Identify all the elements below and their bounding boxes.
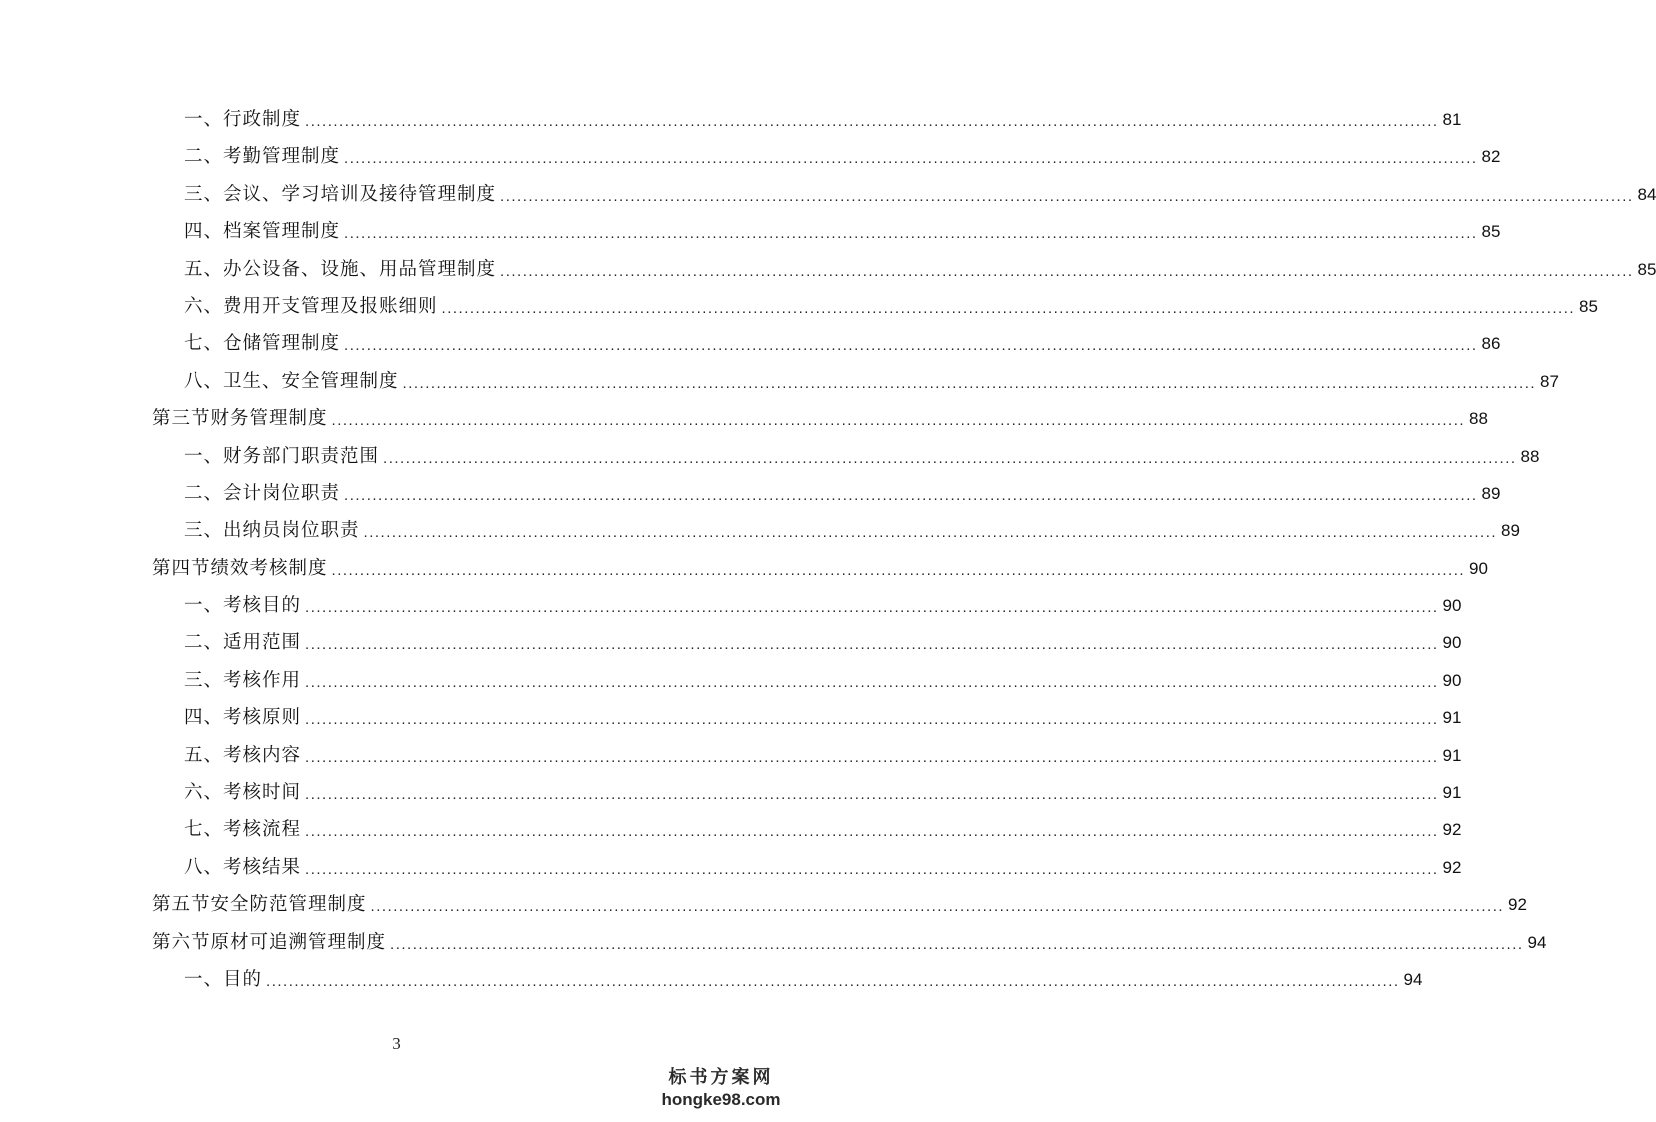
toc-entry[interactable] — [0, 363, 1559, 400]
toc-entry-page: 92 — [1508, 895, 1527, 915]
toc-entry-title: 行政制度 — [223, 109, 302, 130]
toc-dot-leader: ........................................................................................................................................................................................................ — [305, 823, 1439, 841]
watermark-chinese-text: 标书方案网 — [668, 1067, 774, 1088]
toc-entry-page: 94 — [1403, 969, 1423, 989]
toc-entry-number: 八、 — [184, 370, 224, 392]
toc-entry-number: 五、 — [184, 258, 224, 280]
toc-dot-leader: ........................................................................................................................................................................................................ — [305, 711, 1439, 729]
toc-dot-leader: ........................................................................................................................................................................................................ — [305, 860, 1439, 878]
toc-entry-page: 88 — [1520, 446, 1540, 466]
toc-entry[interactable] — [0, 475, 1501, 512]
toc-dot-leader: ........................................................................................................................................................................................................ — [305, 786, 1439, 804]
toc-dot-leader: ........................................................................................................................................................................................................ — [305, 636, 1439, 654]
toc-entry-number: 三、 — [184, 669, 224, 691]
toc-entry-page: 91 — [1442, 745, 1462, 765]
toc-entry-page: 90 — [1442, 670, 1462, 690]
toc-entry-number: 第四节 — [152, 557, 211, 579]
toc-dot-leader: ........................................................................................................................................................................................................ — [363, 524, 1498, 542]
toc-entry[interactable] — [0, 101, 1462, 138]
toc-entry[interactable] — [0, 662, 1462, 699]
toc-entry-title: 考核流程 — [223, 819, 302, 841]
toc-entry-page: 87 — [1540, 371, 1559, 391]
toc-entry-number: 三、 — [184, 520, 224, 542]
toc-entry-page: 82 — [1481, 147, 1501, 167]
toc-entry[interactable] — [0, 587, 1462, 624]
toc-entry-title: 费用开支管理及报账细则 — [223, 295, 438, 317]
watermark-domain-text: hongke98.com — [661, 1090, 781, 1109]
toc-entry-title: 档案管理制度 — [223, 221, 341, 243]
toc-entry-page: 85 — [1579, 296, 1598, 316]
toc-entry-page: 90 — [1442, 596, 1462, 616]
toc-entry-title: 适用范围 — [223, 632, 302, 654]
toc-entry-title: 会计岗位职责 — [223, 482, 341, 504]
toc-entry[interactable] — [0, 737, 1462, 774]
toc-entry-title: 绩效考核制度 — [210, 557, 328, 579]
toc-entry-number: 三、 — [184, 183, 224, 205]
toc-entry[interactable] — [0, 176, 1656, 213]
toc-entry-number: 五、 — [184, 744, 224, 766]
toc-entry-number: 二、 — [184, 632, 224, 654]
toc-entry-number: 第六节 — [152, 931, 211, 953]
toc-dot-leader: ........................................................................................................................................................................................................ — [344, 337, 1478, 355]
toc-entry-title: 目的 — [223, 968, 263, 990]
toc-entry-number: 一、 — [184, 445, 224, 467]
toc-section-entry[interactable] — [0, 400, 1488, 437]
toc-entry[interactable] — [0, 774, 1462, 811]
toc-dot-leader: ........................................................................................................................................................................................................ — [500, 187, 1634, 205]
toc-dot-leader: ........................................................................................................................................................................................................ — [305, 599, 1439, 617]
toc-entry-number: 二、 — [184, 482, 224, 504]
toc-entry[interactable] — [0, 811, 1462, 848]
toc-entry-title: 考核内容 — [223, 744, 302, 766]
toc-entry-page: 85 — [1481, 222, 1501, 242]
toc-entry-title: 考勤管理制度 — [223, 146, 341, 168]
toc-dot-leader: ........................................................................................................................................................................................................ — [344, 150, 1478, 168]
toc-entry-number: 四、 — [184, 707, 224, 729]
toc-entry-number: 二、 — [184, 146, 224, 168]
toc-entry-number: 一、 — [184, 595, 224, 617]
toc-entry-page: 89 — [1481, 483, 1501, 503]
toc-entry-title: 出纳员岗位职责 — [223, 520, 360, 542]
toc-entry-page: 89 — [1501, 521, 1520, 541]
toc-entry[interactable] — [0, 512, 1520, 549]
toc-entry-title: 财务管理制度 — [210, 408, 328, 430]
toc-dot-leader: ........................................................................................................................................................................................................ — [441, 299, 1576, 317]
toc-entry[interactable] — [0, 438, 1540, 475]
toc-entry[interactable] — [0, 849, 1462, 886]
toc-entry[interactable] — [0, 288, 1598, 325]
toc-entry-page: 86 — [1481, 334, 1501, 354]
toc-entry-title: 考核时间 — [223, 782, 302, 804]
toc-entry[interactable] — [0, 325, 1501, 362]
toc-entry-title: 办公设备、设施、用品管理制度 — [223, 258, 497, 280]
toc-entry-page: 88 — [1469, 409, 1488, 429]
toc-entry-number: 四、 — [184, 221, 224, 243]
toc-dot-leader: ........................................................................................................................................................................................................ — [331, 412, 1466, 430]
toc-section-entry[interactable] — [0, 886, 1527, 923]
toc-dot-leader: ........................................................................................................................................................................................................ — [383, 449, 1517, 467]
toc-entry[interactable] — [0, 624, 1462, 661]
toc-dot-leader: ........................................................................................................................................................................................................ — [305, 673, 1439, 691]
toc-entry-title: 考核作用 — [223, 669, 302, 691]
toc-entry-title: 安全防范管理制度 — [210, 894, 367, 916]
toc-dot-leader: ........................................................................................................................................................................................................ — [305, 748, 1439, 766]
toc-dot-leader: ........................................................................................................................................................................................................ — [370, 898, 1505, 916]
toc-entry-number: 六、 — [184, 782, 224, 804]
table-of-contents — [0, 101, 1656, 998]
toc-entry-page: 92 — [1442, 857, 1462, 877]
toc-entry[interactable] — [0, 699, 1462, 736]
toc-entry-number: 七、 — [184, 819, 224, 841]
toc-entry-title: 财务部门职责范围 — [223, 445, 380, 467]
toc-entry-page: 94 — [1527, 932, 1547, 952]
toc-entry-page: 91 — [1442, 783, 1462, 803]
toc-dot-leader: ........................................................................................................................................................................................................ — [390, 935, 1524, 953]
toc-entry-page: 91 — [1442, 708, 1462, 728]
toc-entry-title: 卫生、安全管理制度 — [223, 370, 399, 392]
toc-entry[interactable] — [0, 138, 1501, 175]
toc-entry-page: 81 — [1442, 110, 1462, 129]
toc-dot-leader: ........................................................................................................................................................................................................ — [344, 225, 1478, 243]
toc-entry-page: 84 — [1637, 184, 1656, 204]
toc-entry-number: 七、 — [184, 333, 224, 355]
toc-entry-number: 一、 — [184, 109, 224, 130]
toc-entry-title: 仓储管理制度 — [223, 333, 341, 355]
toc-entry[interactable] — [0, 251, 1656, 288]
toc-entry[interactable] — [0, 961, 1423, 998]
toc-entry-page: 90 — [1442, 633, 1462, 653]
toc-entry-title: 考核原则 — [223, 707, 302, 729]
toc-entry[interactable] — [0, 213, 1501, 250]
toc-entry-page: 92 — [1442, 820, 1462, 840]
toc-section-entry[interactable] — [0, 550, 1488, 587]
toc-entry-page: 90 — [1469, 558, 1488, 578]
toc-entry-number: 六、 — [184, 295, 224, 317]
page-number: 3 — [392, 1034, 401, 1053]
toc-dot-leader: ........................................................................................................................................................................................................ — [402, 374, 1537, 392]
toc-dot-leader: ........................................................................................................................................................................................................ — [500, 262, 1634, 280]
toc-entry-number: 一、 — [184, 968, 224, 990]
toc-entry-title: 考核结果 — [223, 856, 302, 878]
toc-section-entry[interactable] — [0, 924, 1547, 961]
toc-entry-title: 原材可追溯管理制度 — [210, 931, 387, 953]
toc-dot-leader: ........................................................................................................................................................................................................ — [266, 972, 1400, 990]
toc-entry-number: 八、 — [184, 856, 224, 878]
toc-entry-title: 会议、学习培训及接待管理制度 — [223, 183, 497, 205]
toc-entry-title: 考核目的 — [223, 595, 302, 617]
toc-dot-leader: ........................................................................................................................................................................................................ — [331, 561, 1466, 579]
site-watermark — [656, 1067, 786, 1111]
toc-dot-leader: ........................................................................................................................................................................................................ — [305, 113, 1439, 130]
toc-entry-page: 85 — [1637, 259, 1656, 279]
toc-entry-number: 第五节 — [152, 894, 211, 916]
toc-dot-leader: ........................................................................................................................................................................................................ — [344, 486, 1478, 504]
toc-entry-number: 第三节 — [152, 408, 211, 430]
